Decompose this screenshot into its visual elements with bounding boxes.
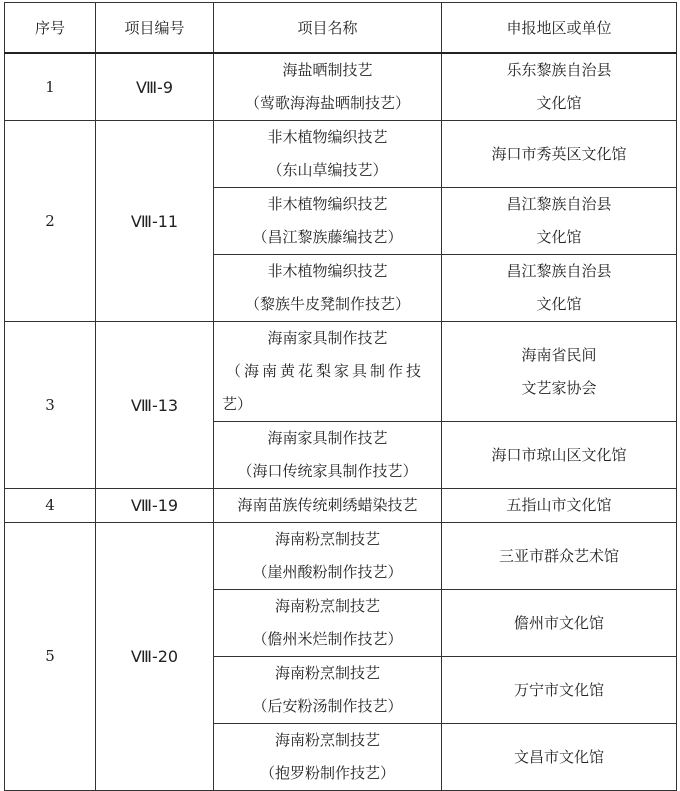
unit-cell [442, 523, 677, 590]
table-row [5, 489, 677, 523]
unit-cell [442, 657, 677, 724]
unit-line: 文化馆 [536, 94, 582, 112]
name-cell [214, 53, 442, 121]
name-cell [214, 489, 442, 523]
unit-line: 万宁市文化馆 [513, 680, 604, 699]
unit-cell [442, 422, 677, 489]
name-cell [214, 657, 442, 724]
unit-line: 海口市秀英区文化馆 [491, 144, 627, 163]
name-cell [214, 422, 442, 489]
unit-line: 五指山市文化馆 [506, 496, 612, 514]
name-line: 非木植物编织技艺 [267, 128, 388, 146]
name-line: 海南家具制作技艺 [267, 429, 388, 447]
name-line: （莺歌海海盐晒制技艺） [244, 94, 410, 112]
table-row [5, 121, 677, 188]
table-row [5, 53, 677, 121]
unit-cell [442, 121, 677, 188]
code-cell: Ⅷ-11 [96, 121, 214, 322]
name-line: （后安粉汤制作技艺） [252, 697, 403, 715]
unit-cell [442, 255, 677, 322]
unit-line: 乐东黎族自治县 [506, 61, 612, 79]
code-cell: Ⅷ-9 [96, 53, 214, 121]
name-cell [214, 523, 442, 590]
unit-cell [442, 489, 677, 523]
header-seq: 序号 [5, 3, 96, 54]
unit-line: 文化馆 [536, 228, 582, 246]
unit-cell [442, 188, 677, 255]
header-unit: 申报地区或单位 [442, 3, 677, 54]
name-line: 海南粉烹制技艺 [274, 530, 380, 548]
unit-cell [442, 322, 677, 422]
name-cell [214, 121, 442, 188]
name-cell [214, 255, 442, 322]
name-line: 非木植物编织技艺 [267, 195, 388, 213]
unit-line: 文艺家协会 [521, 378, 597, 397]
name-line: （海口传统家具制作技艺） [237, 462, 418, 480]
seq-cell: 3 [5, 322, 96, 489]
name-line: 海南粉烹制技艺 [274, 664, 380, 682]
code-cell: Ⅷ-20 [96, 523, 214, 791]
name-line: （抱罗粉制作技艺） [259, 764, 395, 782]
name-line: 海南粉烹制技艺 [274, 731, 380, 749]
heritage-project-table [4, 2, 677, 791]
name-line: 海盐晒制技艺 [282, 61, 373, 79]
name-line: （东山草编技艺） [267, 161, 388, 179]
unit-line: 三亚市群众艺术馆 [498, 546, 619, 565]
unit-line: 文化馆 [536, 295, 582, 313]
name-line: 艺） [222, 395, 253, 413]
name-cell [214, 590, 442, 657]
name-line: 海南苗族传统刺绣蜡染技艺 [237, 496, 418, 514]
unit-cell [442, 590, 677, 657]
code-cell: Ⅷ-13 [96, 322, 214, 489]
table-header-row [5, 3, 677, 54]
unit-line: 儋州市文化馆 [513, 613, 604, 632]
table-row [5, 322, 677, 422]
seq-cell: 5 [5, 523, 96, 791]
name-line: （昌江黎族藤编技艺） [252, 228, 403, 246]
seq-cell: 2 [5, 121, 96, 322]
name-cell [214, 322, 442, 422]
unit-line: 文昌市文化馆 [513, 747, 604, 766]
unit-line: 昌江黎族自治县 [506, 195, 612, 213]
unit-line: 海口市琼山区文化馆 [491, 445, 627, 464]
seq-cell: 1 [5, 53, 96, 121]
header-name: 项目名称 [214, 3, 442, 54]
table-row [5, 523, 677, 590]
name-line: 海南家具制作技艺 [267, 329, 388, 347]
name-cell [214, 724, 442, 791]
name-line: 非木植物编织技艺 [267, 262, 388, 280]
name-line: （崖州酸粉制作技艺） [252, 563, 403, 581]
unit-cell [442, 724, 677, 791]
name-line: 海南粉烹制技艺 [274, 597, 380, 615]
header-code: 项目编号 [96, 3, 214, 54]
unit-line: 海南省民间 [521, 345, 597, 364]
unit-line: 昌江黎族自治县 [506, 262, 612, 280]
unit-cell [442, 53, 677, 121]
name-line: （黎族牛皮凳制作技艺） [244, 295, 410, 313]
seq-cell: 4 [5, 489, 96, 523]
name-cell [214, 188, 442, 255]
name-line: （海南黄花梨家具制作技 [226, 362, 425, 380]
name-line: （儋州米烂制作技艺） [252, 630, 403, 648]
code-cell: Ⅷ-19 [96, 489, 214, 523]
